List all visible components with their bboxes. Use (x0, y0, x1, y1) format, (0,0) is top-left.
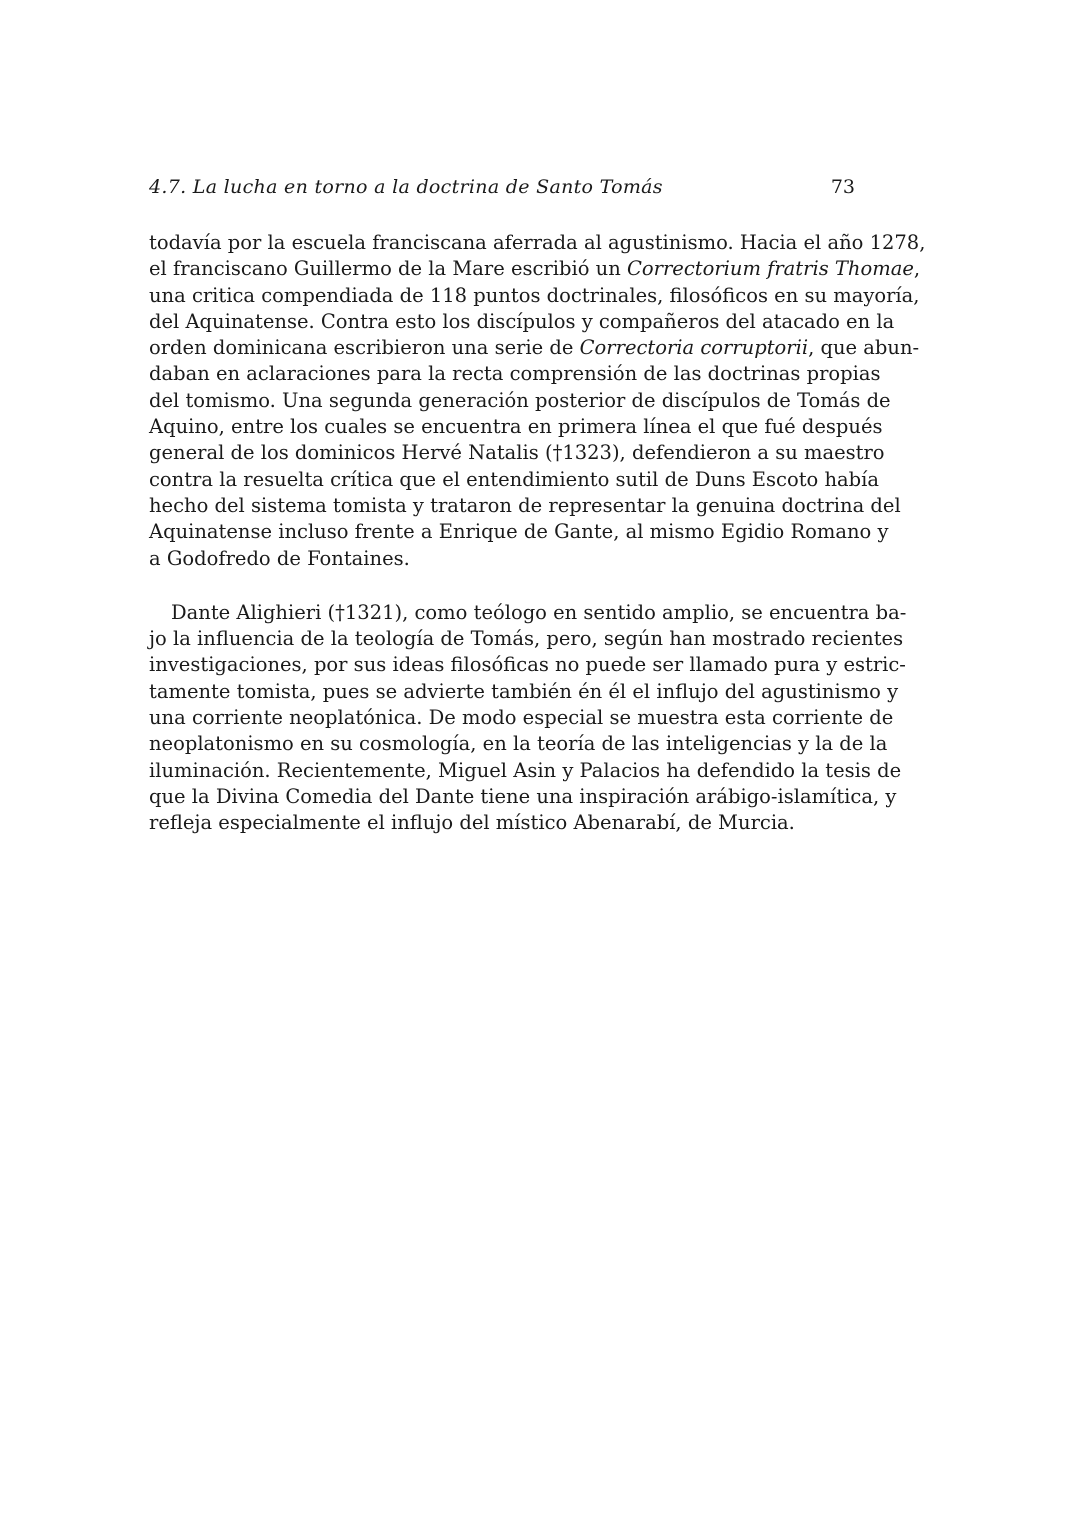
text-line: daban en aclaraciones para la recta comprensión de las doctrinas propias (149, 362, 881, 386)
text-span: orden dominicana escribieron una serie de (149, 336, 580, 360)
text-line: del Aquinatense. Contra esto los discípulos y compañeros del atacado en la (149, 309, 895, 333)
paragraph-2 (149, 600, 907, 837)
text-line: a Godofredo de Fontaines. (149, 546, 410, 570)
text-line: Aquinatense incluso frente a Enrique de Gante, al mismo Egidio Romano y (149, 520, 889, 544)
text-line: Dante Alighieri (†1321), como teólogo en sentido amplio, se encuentra ba- (171, 600, 907, 624)
text-line (149, 335, 920, 361)
running-header (149, 172, 855, 202)
text-line: del tomismo. Una segunda generación posterior de discípulos de Tomás de (149, 388, 891, 412)
text-line: una corriente neoplatónica. De modo especial se muestra esta corriente de (149, 706, 894, 730)
text-line: contra la resuelta crítica que el entendimiento sutil de Duns Escoto había (149, 467, 879, 491)
page-number: 73 (830, 176, 855, 198)
paragraph-1 (149, 230, 926, 572)
text-span: , que abun- (808, 336, 920, 360)
text-line: neoplatonismo en su cosmología, en la teoría de las inteligencias y la de la (149, 732, 888, 756)
text-line: investigaciones, por sus ideas filosóficas no puede ser llamado pura y estric- (149, 653, 906, 677)
text-line: general de los dominicos Hervé Natalis (†1323), defendieron a su maestro (149, 441, 885, 465)
text-line (149, 256, 921, 282)
book-page (149, 172, 926, 837)
text-span: el franciscano Guillermo de la Mare escribió un (149, 257, 627, 281)
text-line: Aquino, entre los cuales se encuentra en primera línea el que fué después (149, 415, 883, 439)
text-line: iluminación. Recientemente, Miguel Asin y Palacios ha defendido la tesis de (149, 758, 902, 782)
text-line: que la Divina Comedia del Dante tiene una inspiración arábigo-islamítica, y (149, 784, 897, 808)
text-line: hecho del sistema tomista y trataron de representar la genuina doctrina del (149, 493, 901, 517)
text-line: tamente tomista, pues se advierte también én él el influjo del agustinismo y (149, 679, 899, 703)
running-title: 4.7. La lucha en torno a la doctrina de Santo Tomás (149, 176, 663, 198)
italic-title: Correctoria corruptorii (579, 336, 809, 360)
text-line: una critica compendiada de 118 puntos doctrinales, filosóficos en su mayoría, (149, 283, 920, 307)
italic-title: Correctorium fratris Thomae (626, 257, 914, 281)
text-line: todavía por la escuela franciscana aferrada al agustinismo. Hacia el año 1278, (149, 231, 926, 254)
text-span: , (913, 257, 921, 281)
text-line: refleja especialmente el influjo del místico Abenarabí, de Murcia. (149, 811, 795, 835)
text-line: jo la influencia de la teología de Tomás, pero, según han mostrado recientes (149, 627, 904, 651)
